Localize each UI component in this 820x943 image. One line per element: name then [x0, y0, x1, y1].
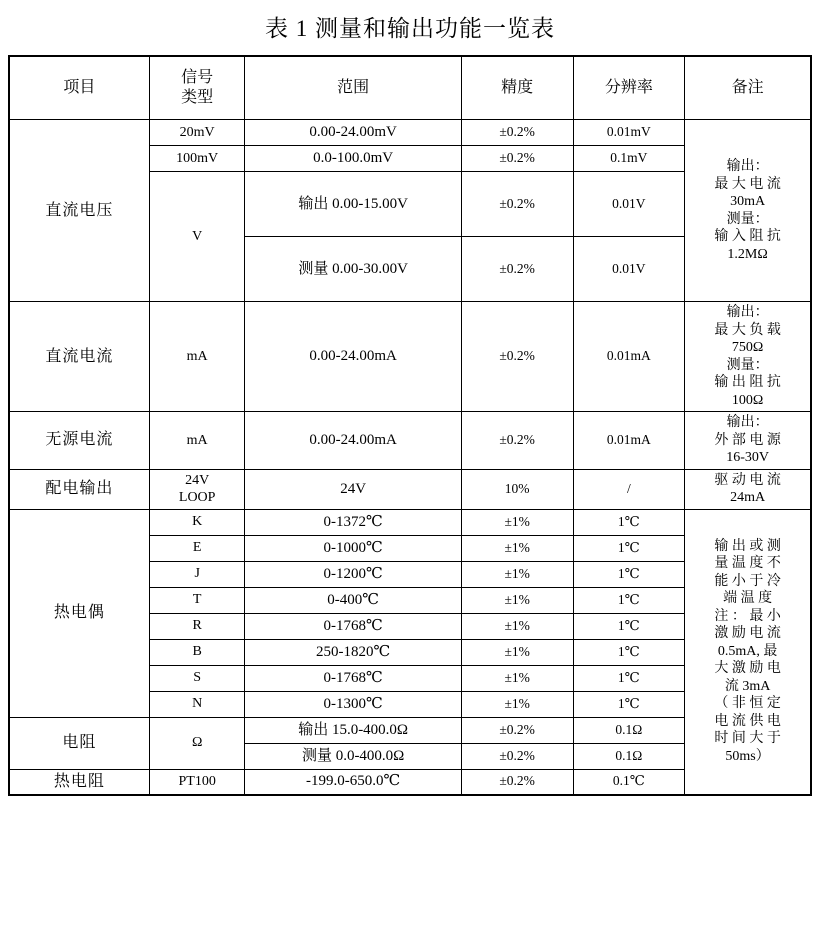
signal-type-line1: 24V	[185, 472, 210, 488]
cell-signal-type: 100mV	[149, 146, 245, 172]
cell-signal-type: PT100	[149, 769, 245, 795]
note-line: 大 激 励 电	[714, 661, 781, 677]
cell-range: 0-1200℃	[245, 561, 461, 587]
column-header-signal-type	[149, 56, 245, 120]
cell-note-thermocouple	[685, 509, 811, 795]
column-header-note: 备注	[685, 56, 811, 120]
cell-range: 输出 15.0-400.0Ω	[245, 717, 461, 743]
cell-resolution: 1℃	[573, 509, 685, 535]
column-header-signal-type-line1: 信号	[181, 69, 214, 86]
note-line: 750Ω	[731, 340, 764, 355]
note-line: 注 ： 最 小	[714, 608, 781, 624]
note-line: 激 励 电 流	[714, 626, 781, 642]
note-line: 24mA	[730, 490, 766, 505]
cell-signal-type: 20mV	[149, 120, 245, 146]
column-header-range: 范围	[245, 56, 461, 120]
cell-resolution: 0.01V	[573, 172, 685, 237]
cell-accuracy: ±0.2%	[461, 146, 573, 172]
row-group-label-rtd: 热电阻	[9, 769, 149, 795]
cell-signal-type: K	[149, 509, 245, 535]
note-line: 输出：	[726, 415, 769, 430]
column-header-item: 项目	[9, 56, 149, 120]
note-line: 最 大 负 载	[714, 322, 781, 338]
cell-accuracy: 10%	[461, 469, 573, 509]
cell-resolution: 0.01V	[573, 237, 685, 302]
cell-accuracy: ±0.2%	[461, 120, 573, 146]
note-line: 时 间 大 于	[714, 731, 781, 747]
cell-signal-type: mA	[149, 412, 245, 470]
cell-range: 0-400℃	[245, 587, 461, 613]
note-line: 驱 动 电 流	[714, 472, 781, 488]
note-line: 测量：	[726, 211, 769, 227]
signal-type-line2: LOOP	[178, 490, 216, 505]
row-group-label-resistance: 电阻	[9, 717, 149, 769]
cell-accuracy: ±1%	[461, 665, 573, 691]
table-row	[9, 509, 811, 535]
table-row	[9, 412, 811, 470]
cell-resolution: 0.01mA	[573, 412, 685, 470]
measurement-output-spec-table	[8, 55, 812, 796]
table-body	[9, 120, 811, 795]
row-group-label-dc-current: 直流电流	[9, 302, 149, 412]
note-line: 50ms）	[725, 748, 770, 764]
note-line: 输 入 阻 抗	[714, 229, 781, 244]
cell-resolution: 1℃	[573, 665, 685, 691]
table-row	[9, 120, 811, 146]
cell-range: 0-1372℃	[245, 509, 461, 535]
cell-signal-type: T	[149, 587, 245, 613]
table-row	[9, 469, 811, 509]
cell-accuracy: ±0.2%	[461, 412, 573, 470]
cell-signal-type: J	[149, 561, 245, 587]
note-line: 外 部 电 源	[714, 432, 781, 448]
cell-accuracy: ±1%	[461, 613, 573, 639]
cell-resolution: 1℃	[573, 691, 685, 717]
cell-range: 输出 0.00-15.00V	[245, 172, 461, 237]
cell-accuracy: ±0.2%	[461, 172, 573, 237]
cell-resolution: 1℃	[573, 587, 685, 613]
cell-range: 测量 0.00-30.00V	[245, 237, 461, 302]
note-line: 1.2MΩ	[727, 246, 768, 262]
cell-accuracy: ±0.2%	[461, 302, 573, 412]
cell-accuracy: ±1%	[461, 509, 573, 535]
cell-range: 测量 0.0-400.0Ω	[245, 743, 461, 769]
cell-accuracy: ±1%	[461, 639, 573, 665]
cell-resolution: /	[573, 469, 685, 509]
cell-note-passive-current	[685, 412, 811, 470]
note-line: 30mA	[730, 194, 766, 209]
note-line: 100Ω	[731, 392, 764, 408]
cell-range: 0.00-24.00mA	[245, 302, 461, 412]
cell-resolution: 1℃	[573, 535, 685, 561]
row-group-label-loop-power: 配电输出	[9, 469, 149, 509]
note-line: 流 3mA	[724, 678, 771, 694]
cell-accuracy: ±1%	[461, 587, 573, 613]
cell-signal-type: N	[149, 691, 245, 717]
note-line: 端 温 度	[723, 591, 773, 607]
cell-accuracy: ±1%	[461, 561, 573, 587]
cell-accuracy: ±0.2%	[461, 717, 573, 743]
note-line: 最 大 电 流	[714, 176, 781, 192]
column-header-signal-type-line2: 类型	[181, 89, 214, 106]
cell-resolution: 0.1Ω	[573, 743, 685, 769]
page-title: 表 1 测量和输出功能一览表	[265, 16, 555, 41]
note-line: 量 温 度 不	[714, 556, 781, 572]
cell-note-loop-power	[685, 469, 811, 509]
note-line: 0.5mA, 最	[717, 643, 778, 659]
table-header-row	[9, 56, 811, 120]
note-line: 16-30V	[726, 450, 769, 465]
cell-resolution: 0.1mV	[573, 146, 685, 172]
column-header-resolution: 分辨率	[573, 56, 685, 120]
column-header-accuracy: 精度	[461, 56, 573, 120]
cell-resolution: 1℃	[573, 613, 685, 639]
note-line: （ 非 恒 定	[714, 696, 781, 712]
note-line: 测量：	[726, 357, 769, 373]
cell-accuracy: ±0.2%	[461, 743, 573, 769]
cell-range: 0-1768℃	[245, 665, 461, 691]
cell-range: 0-1300℃	[245, 691, 461, 717]
cell-range: 24V	[245, 469, 461, 509]
note-line: 输 出 阻 抗	[714, 375, 781, 390]
cell-range: 250-1820℃	[245, 639, 461, 665]
cell-signal-type: Ω	[149, 717, 245, 769]
cell-accuracy: ±1%	[461, 691, 573, 717]
cell-signal-type: R	[149, 613, 245, 639]
note-line: 输 出 或 测	[714, 538, 781, 554]
cell-signal-type	[149, 469, 245, 509]
cell-range: 0.0-100.0mV	[245, 146, 461, 172]
cell-resolution: 0.01mA	[573, 302, 685, 412]
cell-accuracy: ±0.2%	[461, 769, 573, 795]
cell-resolution: 1℃	[573, 561, 685, 587]
cell-range: 0-1000℃	[245, 535, 461, 561]
row-group-label-dc-voltage: 直流电压	[9, 120, 149, 302]
note-line: 能 小 于 冷	[714, 573, 781, 589]
cell-resolution: 1℃	[573, 639, 685, 665]
note-line: 输出：	[726, 305, 769, 320]
cell-signal-type: mA	[149, 302, 245, 412]
cell-note-dc-current	[685, 302, 811, 412]
cell-resolution: 0.01mV	[573, 120, 685, 146]
cell-accuracy: ±1%	[461, 535, 573, 561]
cell-signal-type: E	[149, 535, 245, 561]
cell-signal-type: B	[149, 639, 245, 665]
cell-signal-type: S	[149, 665, 245, 691]
cell-resolution: 0.1Ω	[573, 717, 685, 743]
row-group-label-thermocouple: 热电偶	[9, 509, 149, 717]
cell-range: -199.0-650.0℃	[245, 769, 461, 795]
cell-signal-type: V	[149, 172, 245, 302]
row-group-label-passive-current: 无源电流	[9, 412, 149, 470]
cell-range: 0-1768℃	[245, 613, 461, 639]
table-row	[9, 302, 811, 412]
cell-range: 0.00-24.00mA	[245, 412, 461, 470]
note-line: 输出：	[726, 159, 769, 174]
cell-accuracy: ±0.2%	[461, 237, 573, 302]
note-line: 电 流 供 电	[714, 713, 781, 729]
cell-resolution: 0.1℃	[573, 769, 685, 795]
cell-range: 0.00-24.00mV	[245, 120, 461, 146]
table-header	[9, 56, 811, 120]
cell-note-dc-voltage	[685, 120, 811, 302]
